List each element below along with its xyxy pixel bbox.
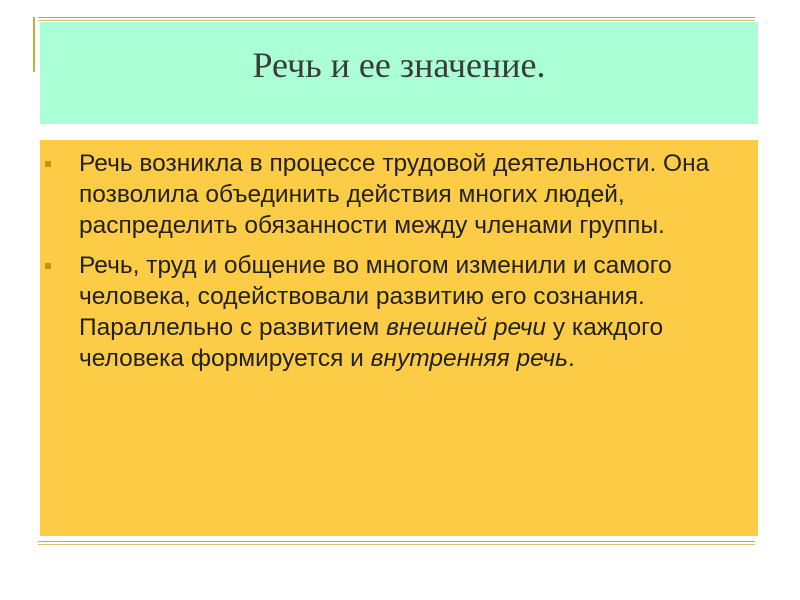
bullet-text-part: Речь, труд и общение во многом изменили и самого человека, содействовали развитию его сознания. Параллельно с развитием — [79, 252, 672, 341]
bullet-text-part: у каждого человека формируется и — [79, 314, 664, 372]
bullet-list — [40, 148, 758, 383]
bullet-square-icon — [45, 161, 51, 167]
bullet-item — [40, 148, 758, 241]
top-divider-line — [38, 17, 755, 18]
bullet-square-icon — [45, 263, 51, 269]
bullet-text: Речь возникла в процессе трудовой деятельности. Она позволила объединить действия многих людей, распределить обязанности между членами группы. — [79, 150, 710, 239]
bottom-divider-line-secondary — [38, 544, 755, 545]
slide-title: Речь и ее значение. — [252, 45, 546, 85]
bullet-text-part: . — [567, 345, 575, 372]
emphasis-outer-speech: внешней речи — [386, 314, 547, 341]
bottom-divider-line — [38, 541, 755, 542]
left-accent-line — [33, 17, 35, 72]
content-box — [40, 140, 758, 536]
title-band — [40, 22, 758, 124]
emphasis-inner-speech: внутренняя речь — [370, 345, 568, 372]
top-divider-line-secondary — [38, 20, 755, 21]
bullet-item — [40, 250, 758, 374]
